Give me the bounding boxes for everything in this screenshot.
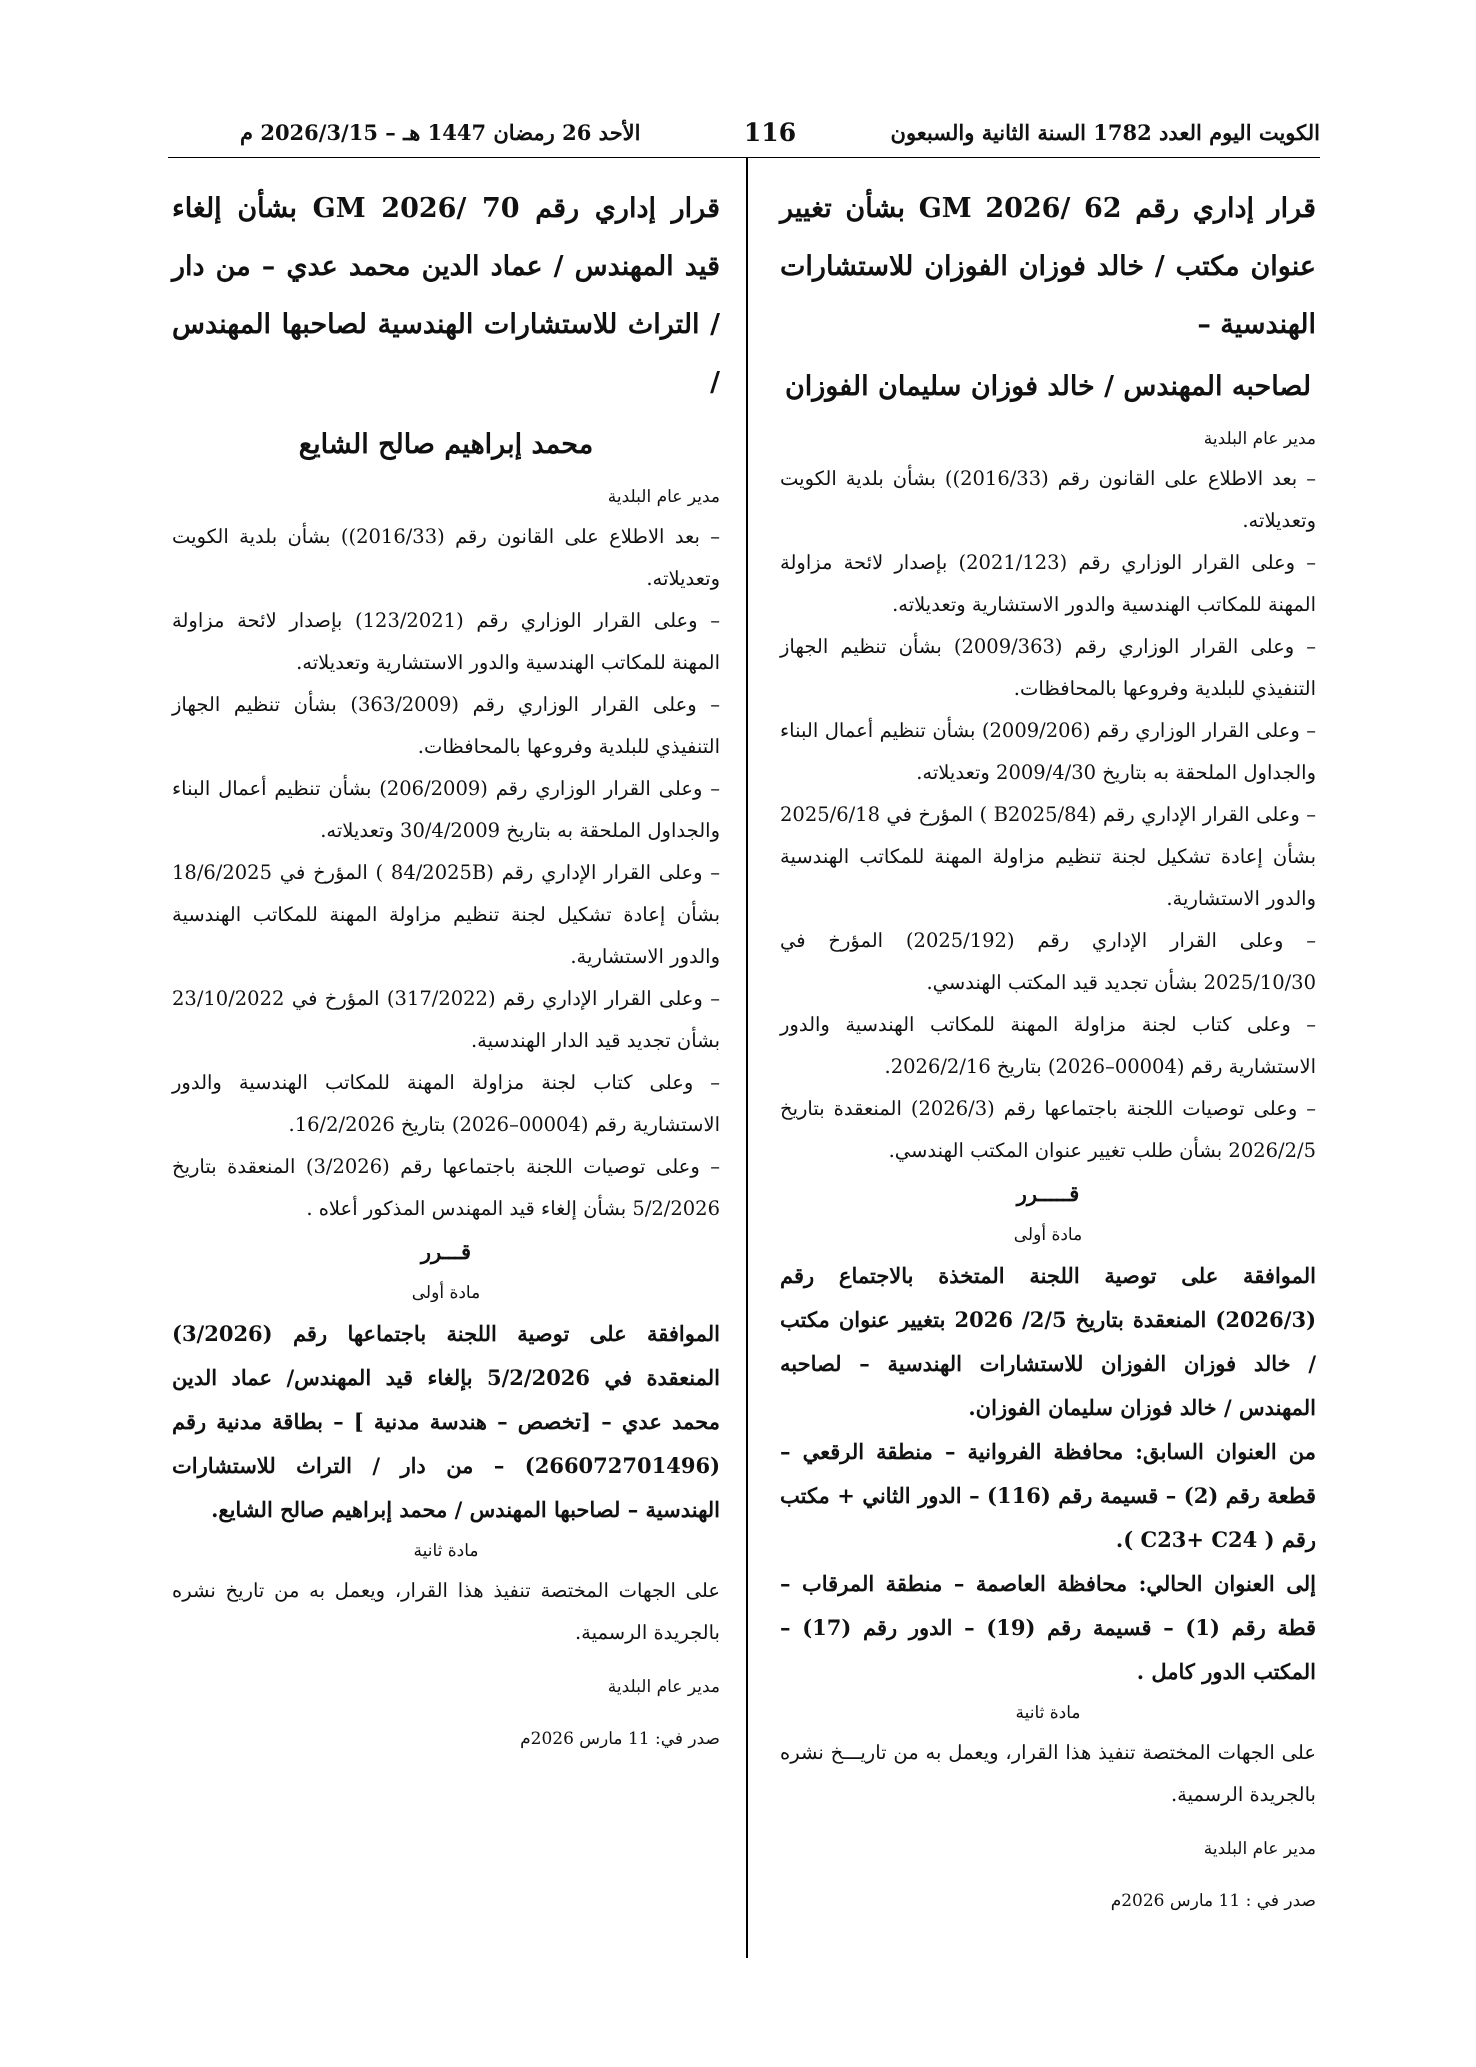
decision-62-title: قرار إداري رقم 62 /2026 GM بشأن تغيير عنوان مكتب / خالد فوزان الفوزان للاستشارات الهندسية – [780,193,1316,340]
preamble-item: – وعلى القرار الوزاري رقم (123/2021) بإصدار لائحة مزاولة المهنة للمكاتب الهندسية والدور الاستشارية وتعديلاته. [172,609,720,674]
preamble-item: – بعد الاطلاع على القانون رقم (2016/33)) بشأن بلدية الكويت وتعديلاته. [780,467,1316,532]
preamble-item: – وعلى القرار الإداري رقم (2025/192) المؤرخ في 2025/10/30 بشأن تجديد قيد المكتب الهندسي. [780,929,1316,994]
decision-70-column [172,180,720,1758]
decision-70-title-owner: محمد إبراهيم صالح الشايع [298,429,594,460]
preamble-item: – وعلى القرار الوزاري رقم (2009/206) بشأن تنظيم أعمال البناء والجداول الملحقة به بتاريخ 2009/4/30 وتعديلاته. [780,719,1316,784]
preamble-item: – وعلى كتاب لجنة مزاولة المهنة للمكاتب الهندسية والدور الاستشارية رقم (00004–2026) بتاريخ 16/2/2026. [172,1071,720,1136]
decision-heading: قـــــرر [1016,1181,1080,1206]
preamble-item: – وعلى القرار الإداري رقم (B2025/84 ) المؤرخ في 2025/6/18 بشأن إعادة تشكيل لجنة تنظيم مزاولة المهنة للمكاتب الهندسية والدور الاستشارية. [780,803,1316,910]
preamble-item: – وعلى كتاب لجنة مزاولة المهنة للمكاتب الهندسية والدور الاستشارية رقم (00004–2026) بتاريخ 2026/2/16. [780,1013,1316,1078]
issued-date: صدر في : 11 مارس 2026م [1110,1891,1316,1911]
decision-62-title-owner: لصاحبه المهندس / خالد فوزان سليمان الفوزان [784,371,1312,402]
header-issue-info: الكويت اليوم العدد 1782 السنة الثانية والسبعون [890,120,1320,145]
preamble-item: – وعلى القرار الوزاري رقم (2021/123) بإصدار لائحة مزاولة المهنة للمكاتب الهندسية والدور الاستشارية وتعديلاته. [780,551,1316,616]
article-2-text: على الجهات المختصة تنفيذ هذا القرار، ويعمل به من تاريـــخ نشره بالجريدة الرسمية. [780,1741,1316,1806]
preamble-item: – بعد الاطلاع على القانون رقم (2016/33)) بشأن بلدية الكويت وتعديلاته. [172,525,720,590]
preamble-item: – وعلى القرار الوزاري رقم (206/2009) بشأن تنظيم أعمال البناء والجداول الملحقة به بتاريخ 30/4/2009 وتعديلاته. [172,777,720,842]
decision-70-title: قرار إداري رقم 70 /2026 GM بشأن إلغاء قيد المهندس / عماد الدين محمد عدي – من دار / التراث للاستشارات الهندسية لصاحبها المهندس / [172,193,720,398]
article-2-heading: مادة ثانية [1015,1703,1081,1723]
signature: مدير عام البلدية [1203,1839,1316,1859]
decision-62-column [780,180,1316,1920]
decision-62-issuer: مدير عام البلدية [1203,429,1316,449]
preamble-item: – وعلى توصيات اللجنة باجتماعها رقم (2026/3) المنعقدة بتاريخ 2026/2/5 بشأن طلب تغيير عنوان المكتب الهندسي. [780,1097,1316,1162]
article-1-old-address: من العنوان السابق: محافظة الفروانية – منطقة الرقعي – قطعة رقم (2) – قسيمة رقم (116) – الدور الثاني + مكتب رقم ( C23+ C24 ). [780,1439,1316,1552]
preamble-item: – وعلى توصيات اللجنة باجتماعها رقم (3/2026) المنعقدة بتاريخ 5/2/2026 بشأن إلغاء قيد المهندس المذكور أعلاه . [172,1155,720,1220]
page-header [240,120,1320,152]
article-1-heading: مادة أولى [411,1283,481,1303]
preamble-item: – وعلى القرار الوزاري رقم (363/2009) بشأن تنظيم الجهاز التنفيذي للبلدية وفروعها بالمحافظات. [172,693,720,758]
page-number: 116 [743,118,797,147]
header-divider [168,157,1320,158]
signature: مدير عام البلدية [607,1677,720,1697]
article-1-text: الموافقة على توصية اللجنة المتخذة بالاجتماع رقم (2026/3) المنعقدة بتاريخ 2/5/ 2026 بتغيير عنوان مكتب / خالد فوزان الفوزان للاستشارات الهندسية – لصاحبه المهندس / خالد فوزان سليمان الفوزان. [780,1263,1316,1420]
column-divider [746,158,748,1958]
article-2-text: على الجهات المختصة تنفيذ هذا القرار، ويعمل به من تاريخ نشره بالجريدة الرسمية. [172,1579,720,1644]
header-date: الأحد 26 رمضان 1447 هـ – 2026/3/15 م [240,120,641,145]
preamble-item: – وعلى القرار الإداري رقم (84/2025B ) المؤرخ في 18/6/2025 بشأن إعادة تشكيل لجنة تنظيم مزاولة المهنة للمكاتب الهندسية والدور الاستشارية. [172,861,721,968]
article-1-new-address: إلى العنوان الحالي: محافظة العاصمة – منطقة المرقاب – قطة رقم (1) – قسيمة رقم (19) – الدور رقم (17) – المكتب الدور كامل . [780,1571,1317,1684]
preamble-item: – وعلى القرار الوزاري رقم (2009/363) بشأن تنظيم الجهاز التنفيذي للبلدية وفروعها بالمحافظات. [780,635,1316,700]
decision-70-issuer: مدير عام البلدية [607,487,720,507]
preamble-item: – وعلى القرار الإداري رقم (317/2022) المؤرخ في 23/10/2022 بشأن تجديد قيد الدار الهندسية. [172,987,720,1052]
decision-heading: قـــرر [420,1239,472,1264]
article-1-heading: مادة أولى [1013,1225,1083,1245]
issued-date: صدر في: 11 مارس 2026م [520,1729,720,1749]
article-2-heading: مادة ثانية [413,1541,479,1561]
article-1-text: الموافقة على توصية اللجنة باجتماعها رقم (3/2026) المنعقدة في 5/2/2026 بإلغاء قيد المهندس/ عماد الدين محمد عدي – [تخصص – هندسة مدنية ] – بطاقة مدنية رقم (266072701496) – من دار / التراث للاستشارات الهندسية – لصاحبها المهندس / محمد إبراهيم صالح الشايع. [172,1321,720,1522]
